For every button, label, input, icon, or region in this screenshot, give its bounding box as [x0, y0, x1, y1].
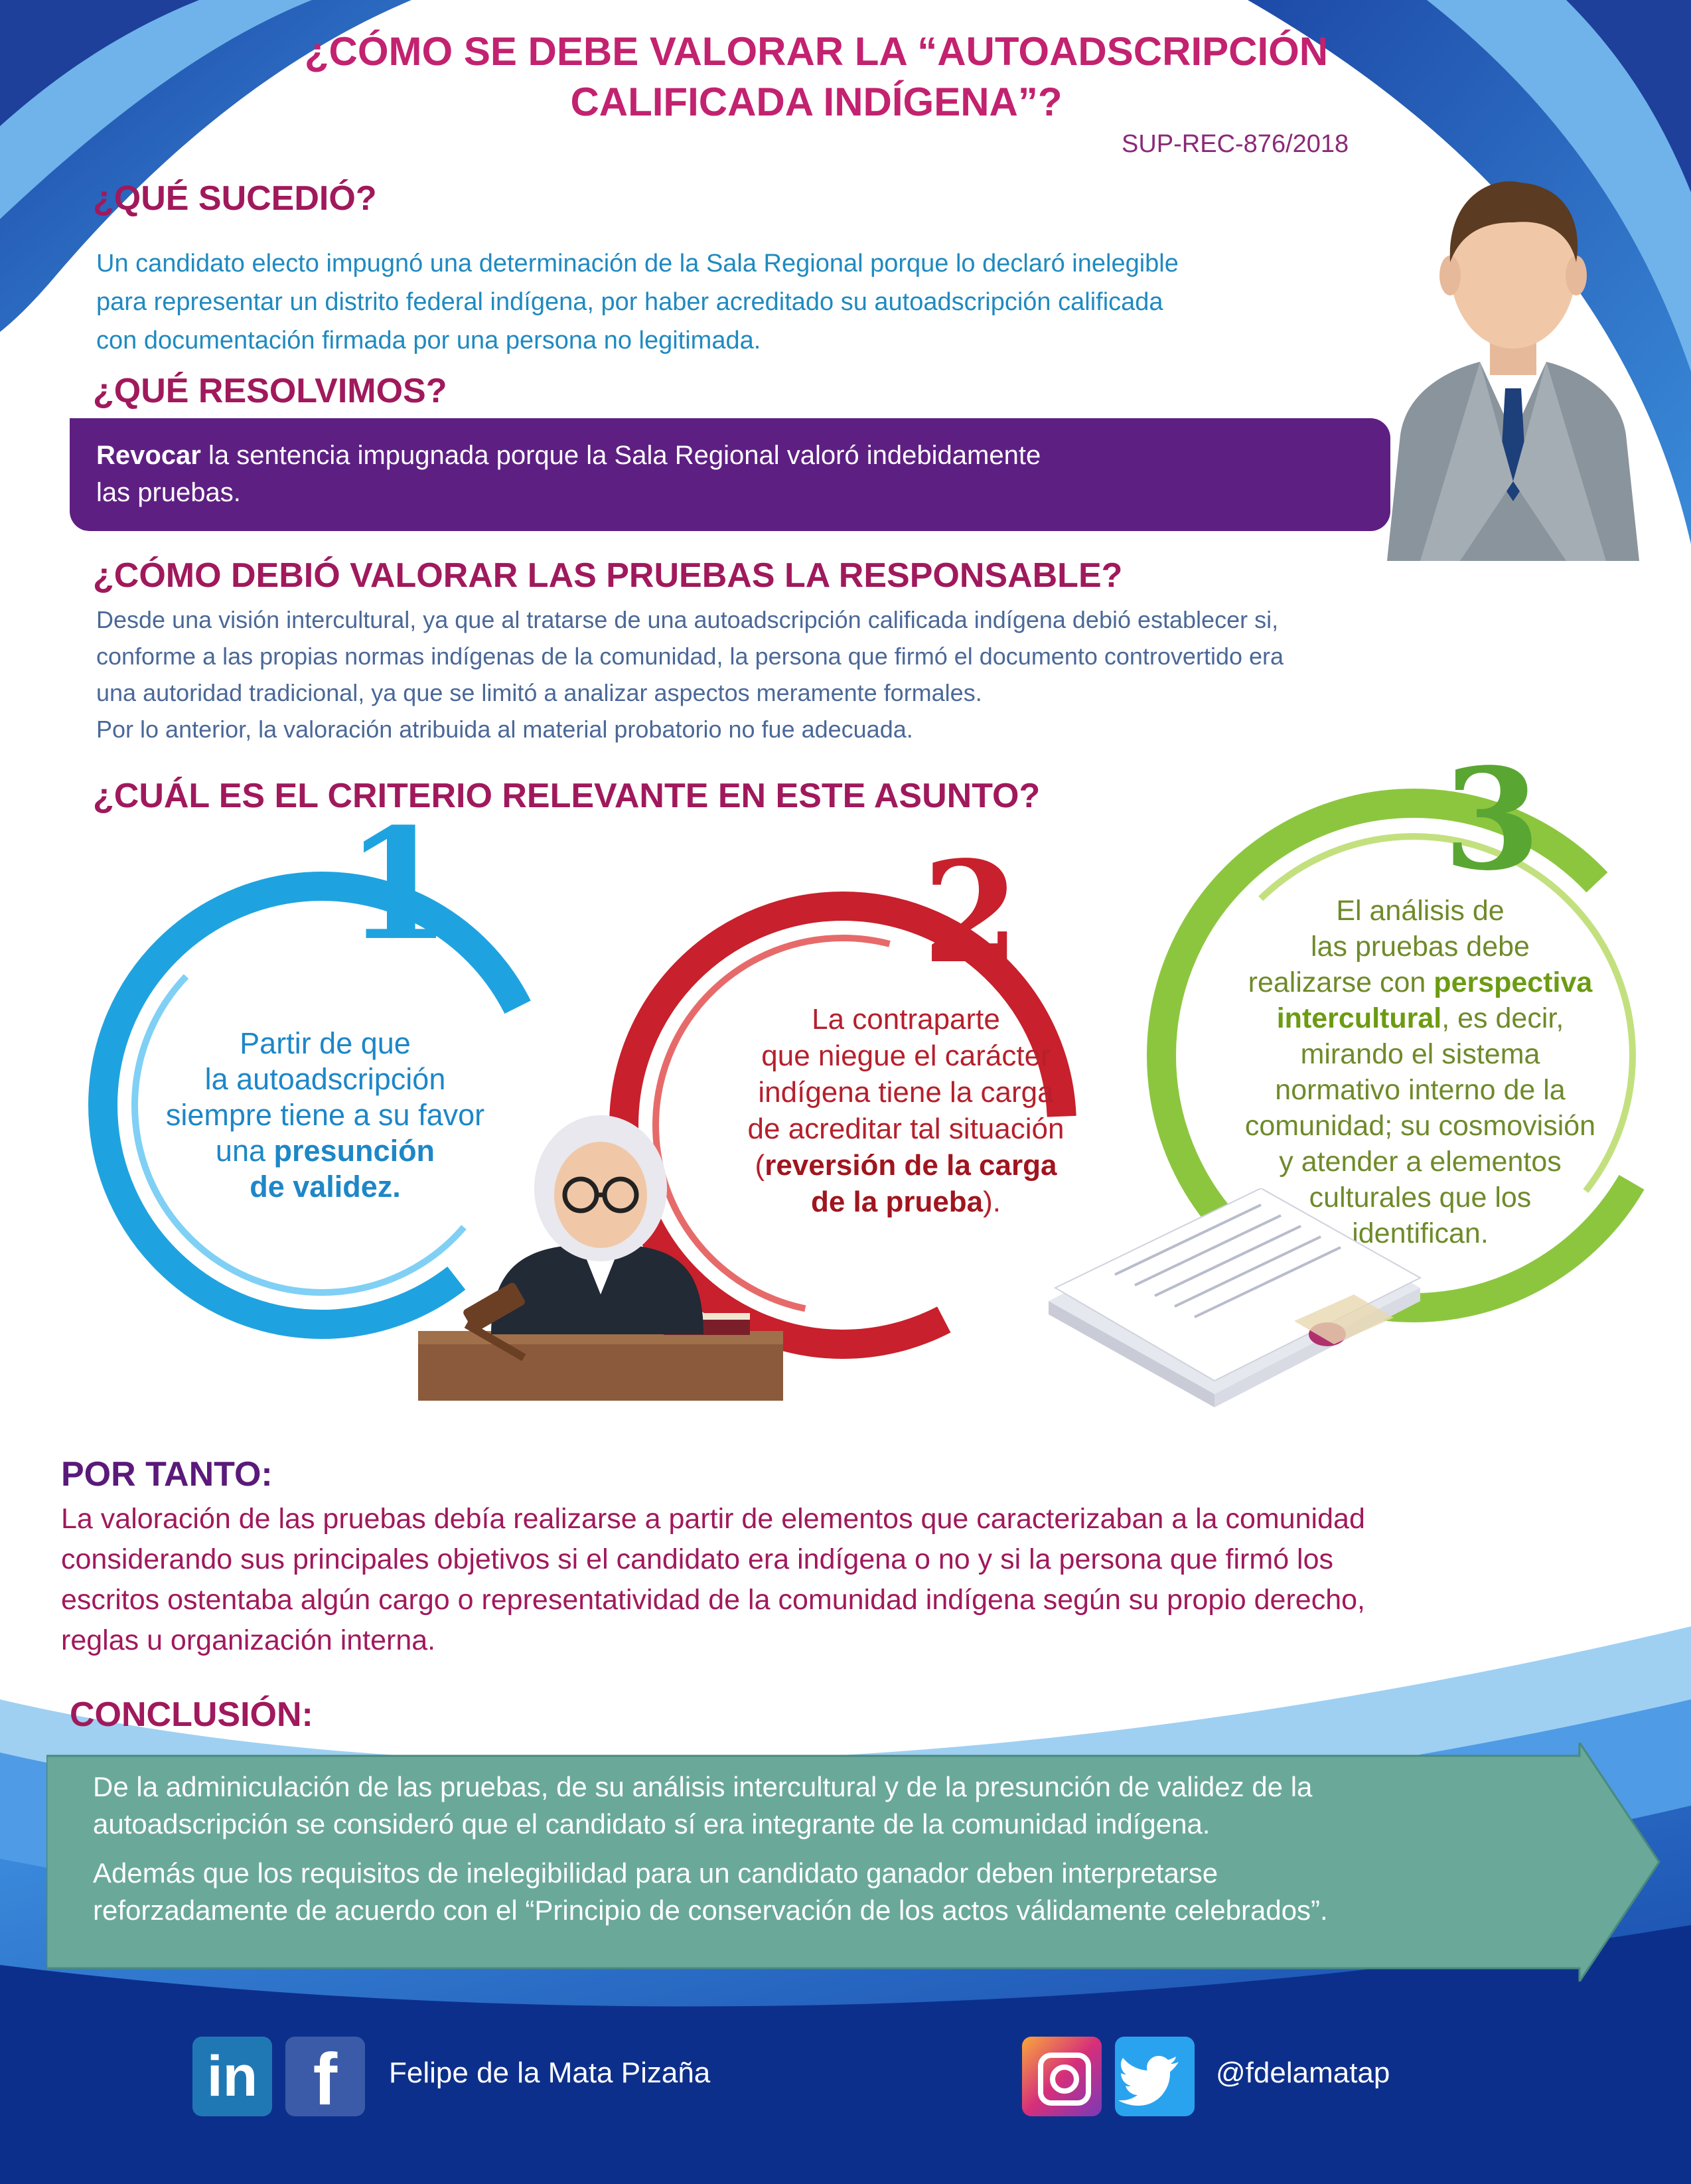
- candidate-illustration: [1380, 169, 1646, 561]
- criterion-1-line-3: siempre tiene a su favor: [165, 1098, 485, 1132]
- section-heading-que-resolvimos: ¿QUÉ RESOLVIMOS?: [93, 372, 447, 410]
- criterion-3-line-10: identifican.: [1352, 1217, 1489, 1249]
- criterion-1-line-4a: una: [215, 1134, 274, 1168]
- criterion-2-line-5b: reversión de la carga: [765, 1149, 1057, 1182]
- resolution-line-1: la sentencia impugnada porque la Sala Regional valoró indebidamente: [200, 441, 1041, 470]
- social-handle: @fdelamatap: [1216, 2057, 1390, 2089]
- conclusion-p1-line-1: De la adminiculación de las pruebas, de su análisis intercultural y de la presunción de validez de la: [93, 1771, 1313, 1802]
- por-tanto-line-4: reglas u organización interna.: [61, 1624, 436, 1656]
- criterion-3-line-5: mirando el sistema: [1300, 1038, 1540, 1070]
- criterion-3-line-4b: , es decir,: [1441, 1002, 1564, 1034]
- que-sucedio-line-1: Un candidato electo impugnó una determinación de la Sala Regional porque lo declaró inelegible: [96, 250, 1179, 277]
- section-heading-que-sucedio: ¿QUÉ SUCEDIÓ?: [93, 179, 377, 218]
- title-line-2: CALIFICADA INDÍGENA”?: [570, 80, 1063, 124]
- criterion-number-3: 3: [1443, 738, 1541, 901]
- criterion-1-line-1: Partir de que: [240, 1026, 411, 1060]
- criterion-2-line-6a: de la prueba: [810, 1186, 984, 1218]
- criterion-3-line-3a: realizarse con: [1248, 967, 1434, 998]
- criterion-number-1: 1: [345, 795, 452, 975]
- por-tanto-line-1: La valoración de las pruebas debía realizarse a partir de elementos que caracterizaban a la comunidad: [61, 1503, 1365, 1535]
- como-debio-text: [96, 601, 1623, 747]
- criterion-2-line-6b: ).: [983, 1186, 1001, 1218]
- criterion-3-line-7: comunidad; su cosmovisión: [1244, 1110, 1596, 1142]
- como-debio-line-4: Por lo anterior, la valoración atribuida al material probatorio no fue adecuada.: [96, 716, 913, 743]
- que-sucedio-line-3: con documentación firmada por una persona no legitimada.: [96, 327, 761, 354]
- criterion-3-line-9: culturales que los: [1309, 1182, 1532, 1213]
- criterion-3-line-4a: intercultural: [1276, 1002, 1442, 1034]
- criterion-1-line-5: de validez.: [250, 1170, 401, 1204]
- section-heading-conclusion: CONCLUSIÓN:: [70, 1695, 313, 1734]
- criterion-3-line-6: normativo interno de la: [1275, 1074, 1566, 1106]
- como-debio-line-2: conforme a las propias normas indígenas de la comunidad, la persona que firmó el documento controvertido era: [96, 643, 1284, 670]
- criterion-number-2: 2: [922, 830, 1020, 994]
- criterion-3-line-2: las pruebas debe: [1311, 931, 1530, 963]
- criterion-1-line-2: la autoadscripción: [204, 1062, 446, 1096]
- section-heading-criterio: ¿CUÁL ES EL CRITERIO RELEVANTE EN ESTE ASUNTO?: [93, 777, 1041, 815]
- section-heading-como-debio: ¿CÓMO DEBIÓ VALORAR LAS PRUEBAS LA RESPONSABLE?: [93, 556, 1123, 595]
- documents-illustration: [1042, 1188, 1427, 1441]
- conclusion-p1-line-2: autoadscripción se consideró que el candidato sí era integrante de la comunidad indígena.: [93, 1808, 1211, 1839]
- judge-illustration: [418, 1095, 783, 1401]
- linkedin-icon[interactable]: in: [192, 2037, 272, 2116]
- case-reference: SUP-REC-876/2018: [1122, 130, 1349, 158]
- criterion-3-line-8: y atender a elementos: [1279, 1146, 1562, 1178]
- criterion-2-line-1: La contraparte: [812, 1003, 1000, 1036]
- facebook-icon[interactable]: f: [285, 2037, 365, 2116]
- criterion-2-line-4: de acreditar tal situación: [747, 1113, 1065, 1145]
- por-tanto-line-3: escritos ostentaba algún cargo o representatividad de la comunidad indígena según su propio derecho,: [61, 1584, 1365, 1616]
- criterion-1-line-4b: presunción: [273, 1134, 435, 1168]
- criterion-2-line-5a: (: [755, 1149, 765, 1182]
- conclusion-text: [93, 1768, 1593, 1929]
- author-name: Felipe de la Mata Pizaña: [389, 2057, 711, 2089]
- page-title: [199, 27, 1434, 127]
- que-sucedio-text: [96, 244, 1390, 360]
- conclusion-p2-line-1: Además que los requisitos de inelegibilidad para un candidato ganador deben interpretarse: [93, 1857, 1218, 1889]
- criterion-2-line-2: que niegue el carácter: [761, 1040, 1051, 1072]
- instagram-icon[interactable]: [1022, 2037, 1102, 2116]
- por-tanto-line-2: considerando sus principales objetivos si el candidato era indígena o no y si la persona que firmó los: [61, 1543, 1334, 1575]
- por-tanto-text: [61, 1499, 1654, 1661]
- como-debio-line-3: una autoridad tradicional, ya que se limitó a analizar aspectos meramente formales.: [96, 679, 982, 706]
- resolution-text: [96, 437, 1291, 511]
- section-heading-por-tanto: POR TANTO:: [61, 1455, 273, 1494]
- criterion-2-line-3: indígena tiene la carga: [758, 1076, 1054, 1109]
- conclusion-p2-line-2: reforzadamente de acuerdo con el “Principio de conservación de los actos válidamente celebrados”.: [93, 1895, 1328, 1926]
- title-line-1: ¿CÓMO SE DEBE VALORAR LA “AUTOADSCRIPCIÓN: [304, 29, 1329, 74]
- criterion-3-line-1: El análisis de: [1336, 895, 1505, 927]
- criterion-3-line-3b: perspectiva: [1434, 967, 1593, 998]
- resolution-line-2: las pruebas.: [96, 478, 241, 507]
- resolution-bold-word: Revocar: [96, 441, 201, 470]
- como-debio-line-1: Desde una visión intercultural, ya que al tratarse de una autoadscripción calificada indígena debió establecer si,: [96, 606, 1279, 633]
- twitter-icon[interactable]: [1115, 2037, 1195, 2116]
- que-sucedio-line-2: para representar un distrito federal indígena, por haber acreditado su autoadscripción calificada: [96, 288, 1163, 316]
